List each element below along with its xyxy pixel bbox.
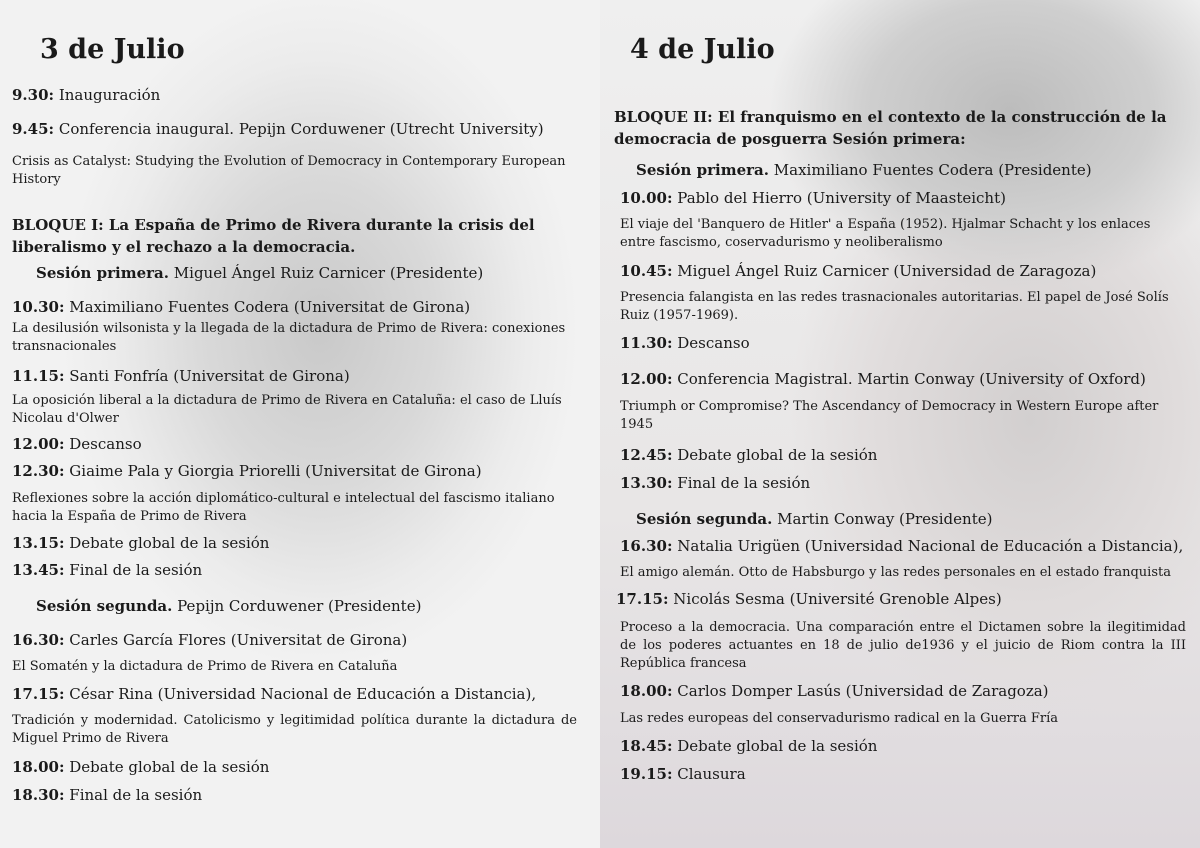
day2-panel xyxy=(600,0,1200,848)
time: 11.30: xyxy=(620,334,673,352)
talk-item xyxy=(12,367,350,385)
speaker: Carlos Domper Lasús (Universidad de Zaragoza) xyxy=(672,682,1049,700)
descanso-item xyxy=(12,435,142,453)
time: 12.00: xyxy=(620,370,673,388)
speaker: Conferencia Magistral. Martin Conway (University of Oxford) xyxy=(672,370,1146,388)
time: 18.45: xyxy=(620,737,673,755)
bloque-2-title: BLOQUE II: El franquismo en el contexto de la construcción de la democracia de posguerra Sesión primera: xyxy=(614,108,1167,148)
item-text: Debate global de la sesión xyxy=(64,534,270,552)
time: 18.00: xyxy=(620,682,673,700)
item-text: Final de la sesión xyxy=(64,786,203,804)
descanso-item xyxy=(620,334,750,352)
talk-title: El viaje del 'Banquero de Hitler' a España (1952). Hjalmar Schacht y los enlaces entre fascismo, coservadurismo y neoliberalismo xyxy=(620,217,1151,250)
time: 16.30: xyxy=(620,537,673,555)
talk-title: El amigo alemán. Otto de Habsburgo y las redes personales en el estado franquista xyxy=(620,565,1171,580)
talk-item xyxy=(620,262,1096,280)
talk-title: Las redes europeas del conservadurismo radical en la Guerra Fría xyxy=(620,711,1058,726)
speaker: Natalia Urigüen (Universidad Nacional de Educación a Distancia), xyxy=(672,537,1184,555)
inauguracion-item xyxy=(12,86,160,104)
talk-item xyxy=(12,685,536,703)
day1-heading: 3 de Julio xyxy=(40,34,185,65)
session1-header xyxy=(36,264,483,282)
final-item xyxy=(12,561,202,579)
speaker: César Rina (Universidad Nacional de Educación a Distancia), xyxy=(64,685,537,703)
time: 19.15: xyxy=(620,765,673,783)
time: 10.30: xyxy=(12,298,65,316)
bloque-1-title: BLOQUE I: La España de Primo de Rivera durante la crisis del liberalismo y el rechazo a la democracia. xyxy=(12,216,535,256)
conferencia-item xyxy=(12,120,544,138)
session-label: Sesión primera. xyxy=(636,161,770,179)
speaker: Carles García Flores (Universitat de Girona) xyxy=(64,631,408,649)
time: 12.00: xyxy=(12,435,65,453)
time: 16.30: xyxy=(12,631,65,649)
talk-item xyxy=(620,537,1183,555)
session-chair: Maximiliano Fuentes Codera (Presidente) xyxy=(769,161,1092,179)
session-chair: Miguel Ángel Ruiz Carnicer (Presidente) xyxy=(169,264,484,282)
item-text: Inauguración xyxy=(54,86,161,104)
talk-title: El Somatén y la dictadura de Primo de Rivera en Cataluña xyxy=(12,659,398,674)
time: 18.30: xyxy=(12,786,65,804)
debate-item xyxy=(12,534,269,552)
time: 11.15: xyxy=(12,367,65,385)
session-chair: Martin Conway (Presidente) xyxy=(772,510,993,528)
session2-header xyxy=(36,597,421,615)
final-item xyxy=(620,474,810,492)
talk-item xyxy=(616,590,1002,608)
talk-item xyxy=(620,189,1006,207)
time: 9.45: xyxy=(12,120,55,138)
speaker: Giaime Pala y Giorgia Priorelli (Universitat de Girona) xyxy=(64,462,482,480)
time: 18.00: xyxy=(12,758,65,776)
item-text: Descanso xyxy=(64,435,142,453)
talk-item xyxy=(620,682,1049,700)
talk-item xyxy=(12,631,407,649)
session2-header xyxy=(636,510,992,528)
final-item xyxy=(12,786,202,804)
time: 12.45: xyxy=(620,446,673,464)
time: 17.15: xyxy=(12,685,65,703)
item-text: Clausura xyxy=(672,765,746,783)
talk-item xyxy=(12,298,470,316)
time: 10.45: xyxy=(620,262,673,280)
debate-item xyxy=(12,758,269,776)
item-text: Debate global de la sesión xyxy=(64,758,270,776)
speaker: Maximiliano Fuentes Codera (Universitat de Girona) xyxy=(64,298,471,316)
item-text: Debate global de la sesión xyxy=(672,446,878,464)
time: 13.45: xyxy=(12,561,65,579)
time: 17.15: xyxy=(616,590,669,608)
item-text: Final de la sesión xyxy=(672,474,811,492)
talk-title: Reflexiones sobre la acción diplomático-cultural e intelectual del fascismo italiano hacia la España de Primo de Rivera xyxy=(12,491,555,524)
day2-heading: 4 de Julio xyxy=(630,34,775,65)
talk-title: Presencia falangista en las redes trasnacionales autoritarias. El papel de José Solís Ruiz (1957-1969). xyxy=(620,290,1169,323)
session-label: Sesión primera. xyxy=(36,264,170,282)
speaker: Santi Fonfría (Universitat de Girona) xyxy=(64,367,350,385)
time: 13.30: xyxy=(620,474,673,492)
talk-title: La desilusión wilsonista y la llegada de la dictadura de Primo de Rivera: conexiones transnacionales xyxy=(12,321,566,354)
item-text: Descanso xyxy=(672,334,750,352)
talk-title: Tradición y modernidad. Catolicismo y legitimidad política durante la dictadura de Miguel Primo de Rivera xyxy=(12,713,577,746)
time: 13.15: xyxy=(12,534,65,552)
speaker: Nicolás Sesma (Université Grenoble Alpes) xyxy=(668,590,1002,608)
session-label: Sesión segunda. xyxy=(36,597,173,615)
clausura-item xyxy=(620,765,746,783)
session-chair: Pepijn Corduwener (Presidente) xyxy=(172,597,422,615)
time: 12.30: xyxy=(12,462,65,480)
item-text: Final de la sesión xyxy=(64,561,203,579)
debate-item xyxy=(620,446,877,464)
talk-title: Proceso a la democracia. Una comparación entre el Dictamen sobre la ilegitimidad de los poderes actuantes en 18 de julio de1936 y el juicio de Riom contra la III República francesa xyxy=(620,620,1186,671)
magistral-item xyxy=(620,370,1146,388)
time: 10.00: xyxy=(620,189,673,207)
talk-title: Triumph or Compromise? The Ascendancy of Democracy in Western Europe after 1945 xyxy=(620,399,1159,432)
speaker: Miguel Ángel Ruiz Carnicer (Universidad de Zaragoza) xyxy=(672,262,1097,280)
debate-item xyxy=(620,737,877,755)
item-text: Conferencia inaugural. Pepijn Corduwener (Utrecht University) xyxy=(54,120,544,138)
time: 9.30: xyxy=(12,86,55,104)
conferencia-title: Crisis as Catalyst: Studying the Evolution of Democracy in Contemporary European History xyxy=(12,154,566,187)
talk-title: La oposición liberal a la dictadura de Primo de Rivera en Cataluña: el caso de Lluís Nicolau d'Olwer xyxy=(12,393,562,426)
session1-header xyxy=(636,161,1092,179)
talk-item xyxy=(12,462,482,480)
session-label: Sesión segunda. xyxy=(636,510,773,528)
item-text: Debate global de la sesión xyxy=(672,737,878,755)
speaker: Pablo del Hierro (University of Maasteicht) xyxy=(672,189,1006,207)
